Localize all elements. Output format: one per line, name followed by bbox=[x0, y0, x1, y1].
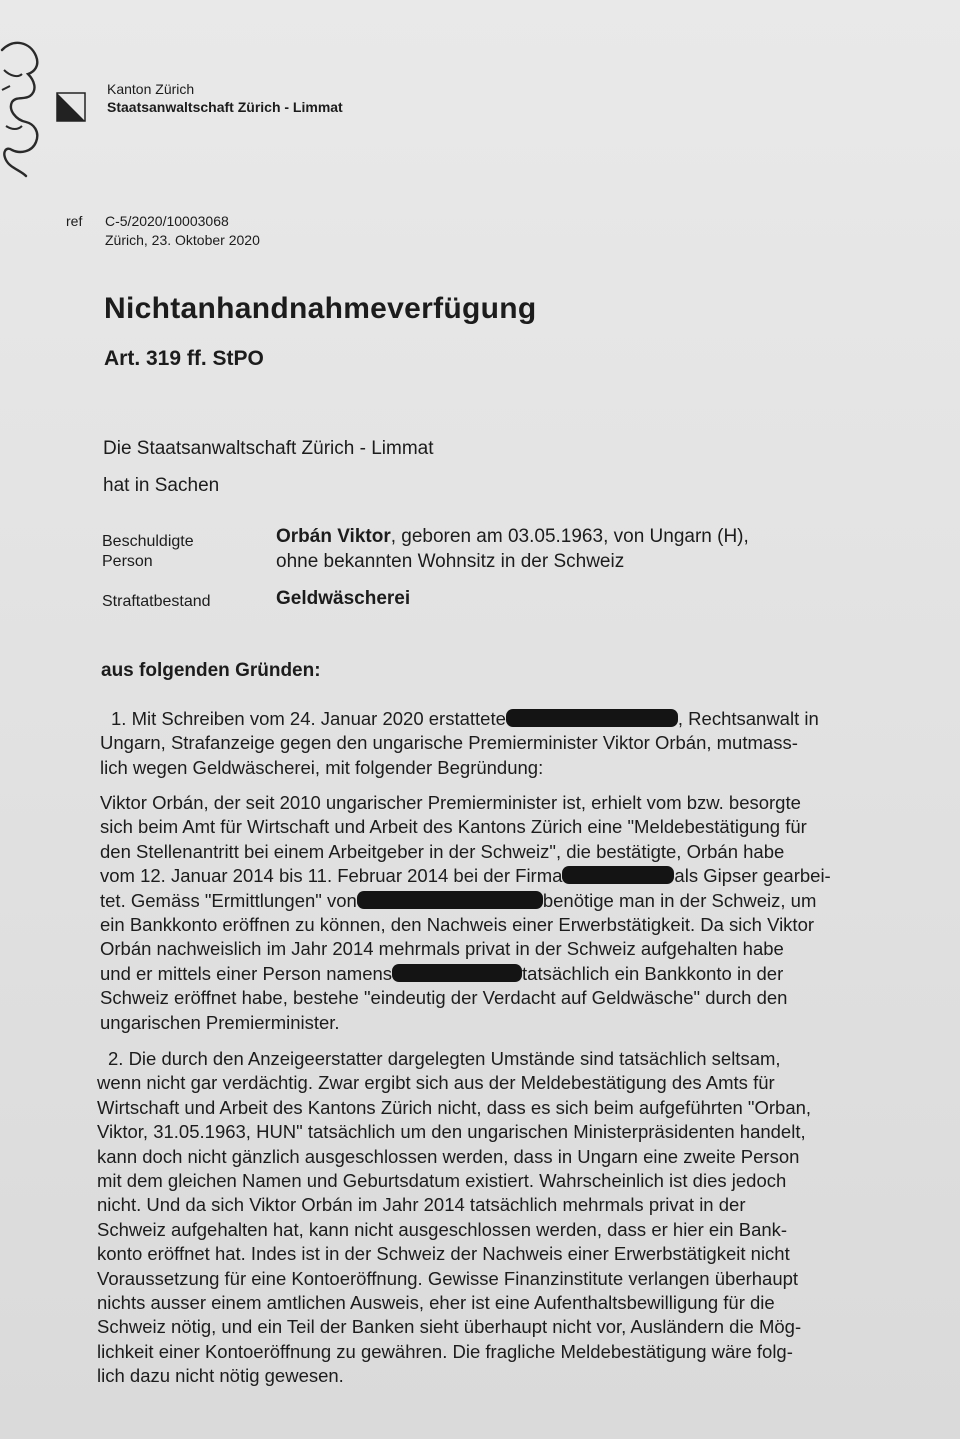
accused-name: Orbán Viktor bbox=[276, 526, 391, 547]
paragraph-2-text: Viktor, 31.05.1963, HUN" tatsächlich um den ungarischen Ministerpräsidenten handelt, bbox=[97, 1121, 806, 1143]
paragraph-1-text: 1. Mit Schreiben vom 24. Januar 2020 erstattete bbox=[111, 708, 506, 729]
intro-text bbox=[103, 430, 434, 504]
accused-label-line-2: Person bbox=[102, 553, 153, 570]
intro-line-2: hat in Sachen bbox=[103, 475, 220, 496]
quote-text: tatsächlich ein Bankkonto in der bbox=[522, 962, 784, 984]
reference-block bbox=[105, 212, 260, 250]
quote-text: tet. Gemäss "Ermittlungen" von bbox=[100, 889, 357, 911]
intro-line-1: Die Staatsanwaltschaft Zürich - Limmat bbox=[103, 438, 434, 459]
paragraph-2-text: kann doch nicht gänzlich ausgeschlossen werden, dass in Ungarn eine zweite Person bbox=[97, 1145, 800, 1167]
accused-label bbox=[102, 532, 194, 572]
paragraph-1-text: , Rechtsanwalt in bbox=[677, 708, 819, 729]
document-title: Nichtanhandnahmeverfügung bbox=[104, 292, 537, 325]
redaction-block bbox=[392, 964, 522, 982]
paragraph-1-text: Ungarn, Strafanzeige gegen den ungarische Premierminister Viktor Orbán, mutmass- bbox=[100, 732, 798, 754]
quote-text: Schweiz eröffnet habe, bestehe "eindeutig der Verdacht auf Geldwäsche" durch den bbox=[100, 987, 788, 1009]
paragraph-2-text: Voraussetzung für eine Kontoeröffnung. Gewisse Finanzinstitute verlangen überhaupt bbox=[97, 1267, 799, 1289]
letterhead bbox=[107, 80, 343, 116]
quote-text: und er mittels einer Person namens bbox=[100, 962, 393, 984]
paragraph-2-text: Wirtschaft und Arbeit des Kantons Zürich nicht, dass es sich beim aufgeführten "Orban, bbox=[97, 1096, 812, 1118]
reference-label: ref bbox=[66, 213, 83, 229]
paragraph-2 bbox=[97, 1047, 927, 1389]
offense-label: Straftatbestand bbox=[102, 593, 211, 610]
paragraph-1-text: lich wegen Geldwäscherei, mit folgender Begründung: bbox=[100, 756, 544, 778]
quote-text: Viktor Orbán, der seit 2010 ungarischer Premierminister ist, erhielt vom bzw. besorgte bbox=[100, 792, 801, 813]
paragraph-1 bbox=[100, 707, 930, 780]
offense-value: Geldwäscherei bbox=[276, 588, 411, 609]
quote-text: den Stellenantritt bei einem Arbeitgeber in der Schweiz", die bestätigte, Orbán habe bbox=[100, 840, 785, 862]
paragraph-2-text: 2. Die durch den Anzeigeerstatter dargelegten Umstände sind tatsächlich seltsam, bbox=[108, 1048, 781, 1069]
document-subtitle: Art. 319 ff. StPO bbox=[104, 347, 264, 370]
quote-text: ein Bankkonto eröffnen zu können, den Nachweis einer Erwerbstätigkeit. Da sich Viktor bbox=[100, 914, 815, 936]
quote-text: ungarischen Premierminister. bbox=[100, 1011, 340, 1033]
paragraph-2-text: nicht. Und da sich Viktor Orbán im Jahr 2014 tatsächlich mehrmals privat in der bbox=[97, 1194, 746, 1216]
paragraph-2-text: nichts ausser einem amtlichen Ausweis, eher ist eine Aufenthaltsbewilligung für die bbox=[97, 1292, 775, 1314]
accused-label-line-1: Beschuldigte bbox=[102, 533, 194, 550]
office-name: Staatsanwaltschaft Zürich - Limmat bbox=[107, 99, 343, 115]
paragraph-2-text: Schweiz nötig, und ein Teil der Banken sieht überhaupt nicht vor, Ausländern die Mög- bbox=[97, 1316, 802, 1338]
accused-value bbox=[276, 524, 749, 574]
zurich-lion-crest-icon bbox=[0, 30, 48, 180]
quote-text: als Gipser gearbei- bbox=[674, 865, 831, 887]
paragraph-2-text: lich dazu nicht nötig gewesen. bbox=[97, 1365, 344, 1387]
reference-number: C-5/2020/10003068 bbox=[105, 213, 229, 229]
quote-text: vom 12. Januar 2014 bis 11. Februar 2014 bei der Firma bbox=[100, 865, 563, 887]
redaction-block bbox=[506, 709, 678, 727]
redaction-block bbox=[562, 866, 674, 884]
quote-text: sich beim Amt für Wirtschaft und Arbeit des Kantons Zürich eine "Meldebestätigung für bbox=[100, 816, 807, 838]
paragraph-2-text: mit dem gleichen Namen und Geburtsdatum existiert. Wahrscheinlich ist dies jedoch bbox=[97, 1170, 787, 1192]
paragraph-1-quote bbox=[100, 791, 930, 1035]
quote-text: Orbán nachweislich im Jahr 2014 mehrmals privat in der Schweiz aufgehalten habe bbox=[100, 938, 784, 960]
paragraph-2-text: konto eröffnet hat. Indes ist in der Schweiz der Nachweis einer Erwerbstätigkeit nicht bbox=[97, 1243, 790, 1265]
quote-text: benötige man in der Schweiz, um bbox=[542, 889, 817, 911]
place-date: Zürich, 23. Oktober 2020 bbox=[105, 232, 260, 248]
redaction-block bbox=[357, 891, 543, 909]
section-heading: aus folgenden Gründen: bbox=[101, 660, 321, 681]
paragraph-2-text: Schweiz aufgehalten hat, kann nicht ausgeschlossen werden, dass er hier ein Bank- bbox=[97, 1218, 788, 1240]
canton-name: Kanton Zürich bbox=[107, 81, 195, 97]
accused-details-1: , geboren am 03.05.1963, von Ungarn (H), bbox=[390, 526, 749, 547]
paragraph-2-text: lichkeit einer Kontoeröffnung zu gewähren. Die fragliche Meldebestätigung wäre folg- bbox=[97, 1340, 793, 1362]
paragraph-2-text: wenn nicht gar verdächtig. Zwar ergibt sich aus der Meldebestätigung des Amts für bbox=[97, 1072, 775, 1094]
canton-shield-icon bbox=[56, 92, 86, 122]
accused-details-2: ohne bekannten Wohnsitz in der Schweiz bbox=[276, 551, 625, 572]
